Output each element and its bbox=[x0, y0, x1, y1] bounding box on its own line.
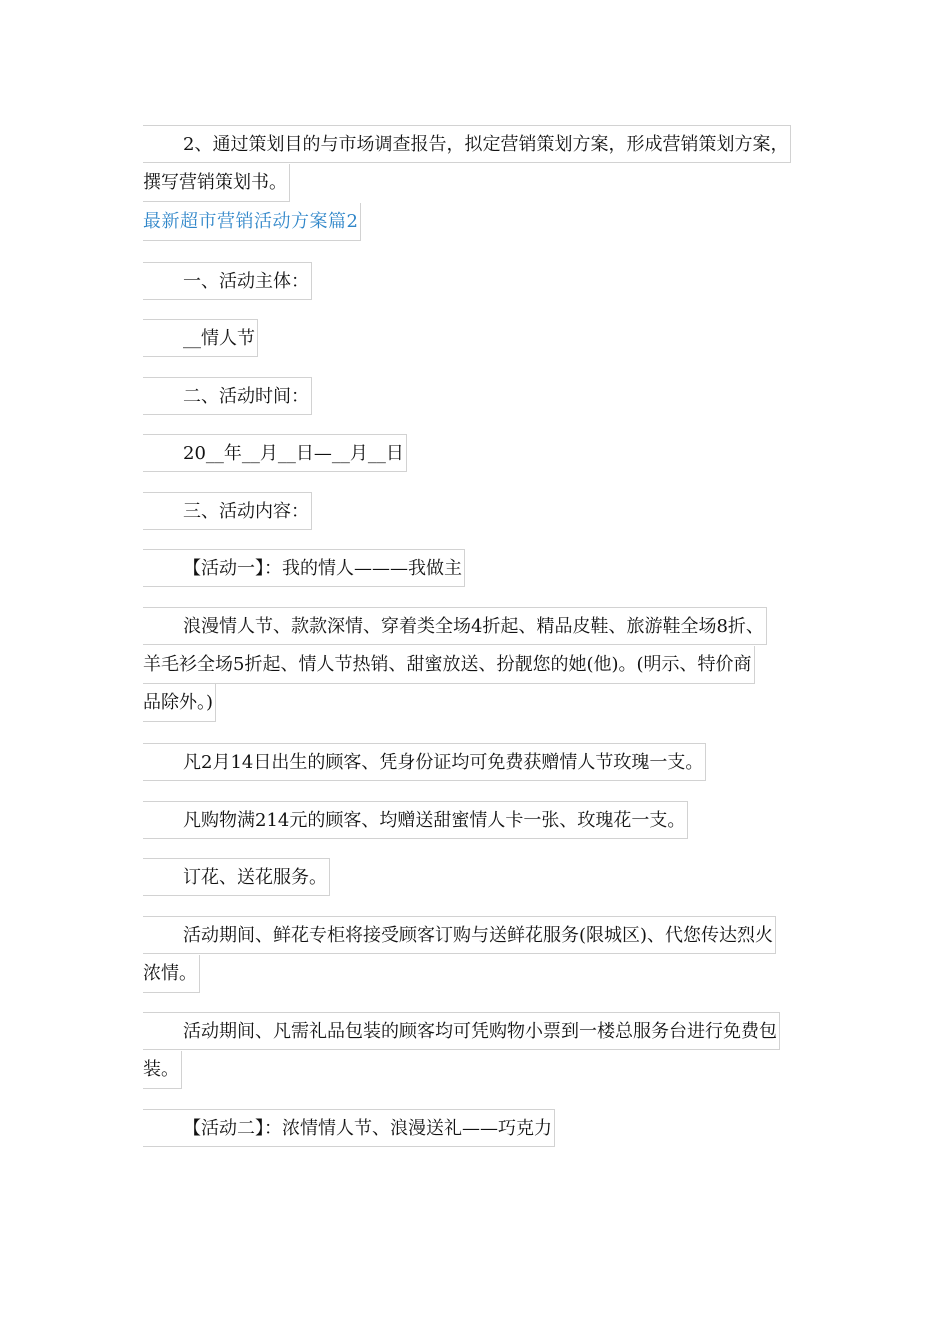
line-text: 凡购物满214元的顾客、均赠送甜蜜情人卡一张、玫瑰花一支。 bbox=[183, 810, 686, 831]
line-text: 撰写营销策划书。 bbox=[143, 171, 287, 193]
paragraph-activity-one-desc bbox=[143, 607, 811, 723]
line-text: 凡2月14日出生的顾客、凭身份证均可免费获赠情人节玫瑰一支。 bbox=[183, 752, 704, 773]
paragraph-activity-one bbox=[143, 549, 811, 588]
paragraph-time-heading bbox=[143, 377, 811, 416]
line-text: 活动期间、凡需礼品包装的顾客均可凭购物小票到一楼总服务台进行免费包 bbox=[183, 1021, 777, 1042]
line-text: 订花、送花服务。 bbox=[183, 867, 327, 888]
line-text: 一、活动主体： bbox=[183, 271, 309, 292]
line-text: 品除外。) bbox=[143, 692, 214, 713]
line-text: 【活动一】：我的情人———我做主 bbox=[183, 558, 462, 579]
line-text: 装。 bbox=[143, 1058, 179, 1080]
paragraph-shopping bbox=[143, 801, 811, 840]
line-text: 浓情。 bbox=[143, 962, 197, 984]
paragraph-content-heading bbox=[143, 492, 811, 531]
line-text: 2、通过策划目的与市场调查报告，拟定营销策划方案，形成营销策划方案， bbox=[183, 134, 789, 155]
section-heading-text: 最新超市营销活动方案篇2 bbox=[143, 203, 361, 241]
paragraph-birthday bbox=[143, 743, 811, 782]
paragraph-time bbox=[143, 434, 811, 473]
paragraph-subject bbox=[143, 319, 811, 358]
line-text: 浪漫情人节、款款深情、穿着类全场4折起、精品皮鞋、旅游鞋全场8折、 bbox=[183, 616, 764, 637]
section-heading bbox=[143, 203, 361, 241]
line-text: 活动期间、鲜花专柜将接受顾客订购与送鲜花服务(限城区)、代您传达烈火 bbox=[183, 925, 774, 946]
paragraph-gift bbox=[143, 1012, 811, 1089]
paragraph-plan bbox=[143, 125, 811, 202]
paragraph-flowers bbox=[143, 858, 811, 897]
line-text: 二、活动时间： bbox=[183, 386, 309, 407]
line-text: 【活动二】：浓情情人节、浪漫送礼——巧克力 bbox=[183, 1118, 552, 1139]
line-text: 三、活动内容： bbox=[183, 501, 309, 522]
paragraph-subject-heading bbox=[143, 262, 811, 301]
paragraph-activity-two bbox=[143, 1109, 811, 1148]
paragraph-flower-desc bbox=[143, 916, 811, 993]
line-text: __情人节 bbox=[183, 328, 255, 349]
line-text: 20__年__月__日—__月__日 bbox=[183, 443, 404, 464]
line-text: 羊毛衫全场5折起、情人节热销、甜蜜放送、扮靓您的她(他)。(明示、特价商 bbox=[143, 653, 752, 675]
